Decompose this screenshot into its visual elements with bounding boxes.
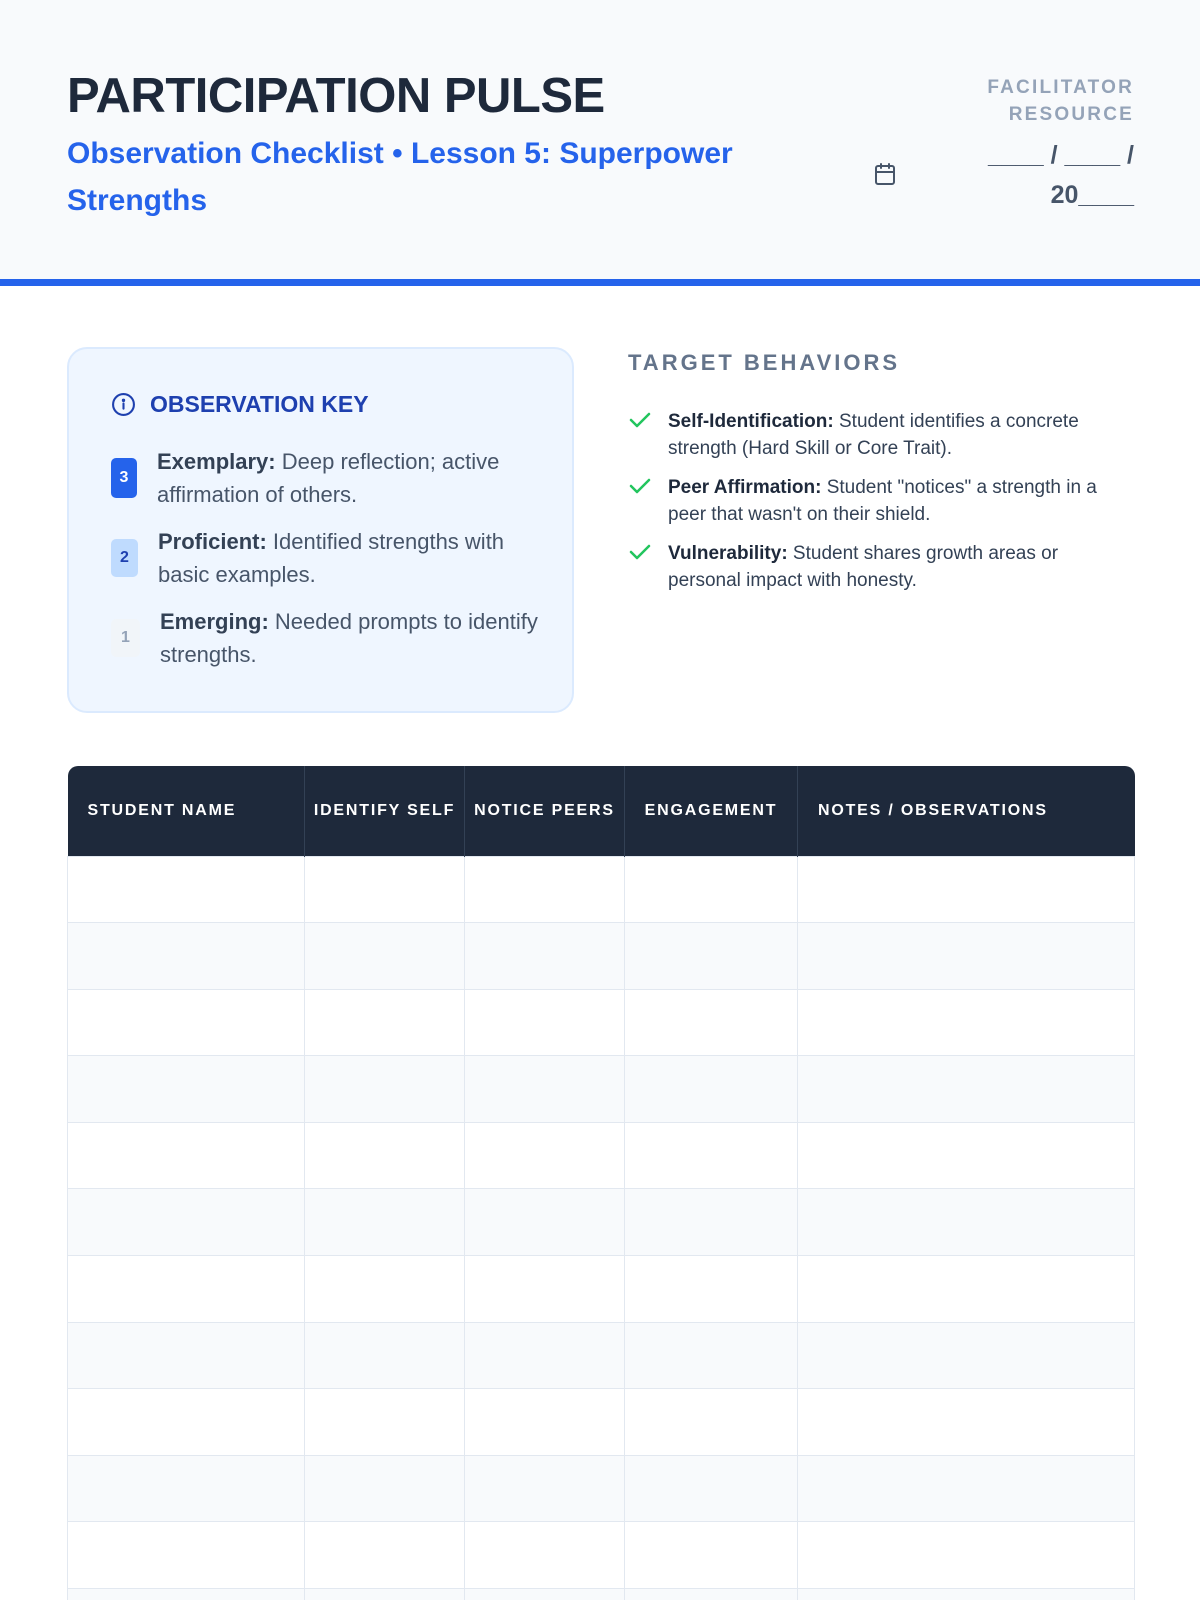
- student-name-cell[interactable]: [68, 1389, 305, 1456]
- key-item-label: Proficient:: [158, 529, 267, 554]
- engagement-cell[interactable]: [625, 1455, 798, 1522]
- observation-key-heading: [111, 391, 369, 418]
- notes-cell[interactable]: [798, 1522, 1135, 1589]
- notes-cell[interactable]: [798, 856, 1135, 923]
- engagement-cell[interactable]: [625, 1522, 798, 1589]
- student-name-cell[interactable]: [68, 989, 305, 1056]
- level-badge: 2: [111, 539, 138, 577]
- student-name-cell[interactable]: [68, 1589, 305, 1600]
- notes-cell[interactable]: [798, 1122, 1135, 1189]
- table-row: [68, 1522, 1135, 1589]
- notes-cell[interactable]: [798, 1322, 1135, 1389]
- student-name-cell[interactable]: [68, 923, 305, 990]
- notice-peers-cell[interactable]: [465, 989, 625, 1056]
- engagement-cell[interactable]: [625, 1389, 798, 1456]
- target-behaviors-title: TARGET BEHAVIORS: [628, 350, 901, 375]
- identify-self-cell[interactable]: [305, 1389, 465, 1456]
- date-line-2: 20____: [1050, 181, 1134, 209]
- table-row: [68, 1322, 1135, 1389]
- engagement-cell[interactable]: [625, 856, 798, 923]
- info-icon: [111, 392, 136, 417]
- table-row: [68, 989, 1135, 1056]
- target-behavior-description: Student identifies a concrete strength (Hard Skill or Core Trait).: [668, 411, 1079, 459]
- engagement-cell[interactable]: [625, 1189, 798, 1256]
- identify-self-cell[interactable]: [305, 856, 465, 923]
- target-behavior-text: [668, 408, 1128, 462]
- notice-peers-cell[interactable]: [465, 1522, 625, 1589]
- key-item-description: Needed prompts to identify strengths.: [160, 609, 538, 667]
- student-name-cell[interactable]: [68, 1122, 305, 1189]
- key-item-text: [160, 605, 551, 671]
- engagement-cell[interactable]: [625, 1122, 798, 1189]
- target-behavior-label: Peer Affirmation:: [668, 477, 822, 498]
- table-row: [68, 1389, 1135, 1456]
- identify-self-cell[interactable]: [305, 923, 465, 990]
- column-header-notice-peers: NOTICE PEERS: [465, 766, 625, 856]
- notes-cell[interactable]: [798, 1455, 1135, 1522]
- table-row: [68, 1122, 1135, 1189]
- page-subtitle: Observation Checklist • Lesson 5: Superpower Strengths: [67, 137, 733, 217]
- column-header-notes: NOTES / OBSERVATIONS: [798, 766, 1135, 856]
- student-name-cell[interactable]: [68, 856, 305, 923]
- key-item-label: Exemplary:: [157, 449, 276, 474]
- date-field[interactable]: [914, 135, 1134, 215]
- target-behavior-item: [628, 540, 1128, 594]
- key-item-description: Deep reflection; active affirmation of others.: [157, 449, 500, 507]
- notice-peers-cell[interactable]: [465, 1122, 625, 1189]
- target-behavior-label: Vulnerability:: [668, 543, 788, 564]
- check-icon: [628, 408, 652, 432]
- calendar-icon: [873, 162, 897, 186]
- identify-self-cell[interactable]: [305, 989, 465, 1056]
- identify-self-cell[interactable]: [305, 1189, 465, 1256]
- notice-peers-cell[interactable]: [465, 1455, 625, 1522]
- column-header-engagement: ENGAGEMENT: [625, 766, 798, 856]
- identify-self-cell[interactable]: [305, 1056, 465, 1123]
- student-name-cell[interactable]: [68, 1455, 305, 1522]
- notes-cell[interactable]: [798, 1589, 1135, 1600]
- key-item-text: [158, 525, 551, 591]
- engagement-cell[interactable]: [625, 1322, 798, 1389]
- key-item-description: Identified strengths with basic examples.: [158, 529, 505, 587]
- notes-cell[interactable]: [798, 989, 1135, 1056]
- target-behavior-description: Student "notices" a strength in a peer that wasn't on their shield.: [668, 477, 1097, 525]
- observation-key-title: OBSERVATION KEY: [150, 391, 369, 417]
- check-icon: [628, 540, 652, 564]
- student-name-cell[interactable]: [68, 1056, 305, 1123]
- table-row: [68, 1589, 1135, 1600]
- identify-self-cell[interactable]: [305, 1322, 465, 1389]
- target-behavior-text: [668, 540, 1128, 594]
- facilitator-label: FACILITATOR RESOURCE: [987, 77, 1134, 125]
- target-behavior-item: [628, 408, 1128, 462]
- notes-cell[interactable]: [798, 1189, 1135, 1256]
- table-row: [68, 1189, 1135, 1256]
- student-name-cell[interactable]: [68, 1256, 305, 1323]
- date-line-1: ____ / ____ /: [988, 141, 1134, 169]
- key-item-proficient: [111, 525, 551, 591]
- identify-self-cell[interactable]: [305, 1455, 465, 1522]
- notes-cell[interactable]: [798, 1389, 1135, 1456]
- column-header-identify-self: IDENTIFY SELF: [305, 766, 465, 856]
- notice-peers-cell[interactable]: [465, 1389, 625, 1456]
- notes-cell[interactable]: [798, 1256, 1135, 1323]
- notes-cell[interactable]: [798, 923, 1135, 990]
- observation-key-panel: [67, 347, 574, 713]
- page-header: [0, 0, 1200, 286]
- table-row: [68, 856, 1135, 923]
- check-icon: [628, 474, 652, 498]
- table-row: [68, 923, 1135, 990]
- table-body: [68, 856, 1135, 1600]
- student-name-cell[interactable]: [68, 1189, 305, 1256]
- key-item-emerging: [111, 605, 551, 671]
- key-item-label: Emerging:: [160, 609, 269, 634]
- notice-peers-cell[interactable]: [465, 923, 625, 990]
- table-header-row: [68, 766, 1135, 856]
- table-row: [68, 1455, 1135, 1522]
- notice-peers-cell[interactable]: [465, 1056, 625, 1123]
- identify-self-cell[interactable]: [305, 1256, 465, 1323]
- student-name-cell[interactable]: [68, 1322, 305, 1389]
- key-item-text: [157, 445, 551, 511]
- notice-peers-cell[interactable]: [465, 856, 625, 923]
- engagement-cell[interactable]: [625, 1589, 798, 1600]
- level-badge: 1: [111, 619, 140, 657]
- observation-table: [67, 766, 1134, 1600]
- notes-cell[interactable]: [798, 1056, 1135, 1123]
- engagement-cell[interactable]: [625, 923, 798, 990]
- notice-peers-cell[interactable]: [465, 1189, 625, 1256]
- target-behavior-text: [668, 474, 1128, 528]
- notice-peers-cell[interactable]: [465, 1322, 625, 1389]
- notice-peers-cell[interactable]: [465, 1256, 625, 1323]
- identify-self-cell[interactable]: [305, 1589, 465, 1600]
- student-name-cell[interactable]: [68, 1522, 305, 1589]
- notice-peers-cell[interactable]: [465, 1589, 625, 1600]
- identify-self-cell[interactable]: [305, 1522, 465, 1589]
- level-badge: 3: [111, 458, 137, 498]
- target-behavior-description: Student shares growth areas or personal impact with honesty.: [668, 543, 1059, 591]
- target-behavior-item: [628, 474, 1128, 528]
- table-row: [68, 1056, 1135, 1123]
- table-row: [68, 1256, 1135, 1323]
- engagement-cell[interactable]: [625, 1256, 798, 1323]
- key-item-exemplary: [111, 445, 551, 511]
- column-header-student-name: STUDENT NAME: [68, 766, 305, 856]
- engagement-cell[interactable]: [625, 989, 798, 1056]
- page-title: PARTICIPATION PULSE: [67, 69, 605, 123]
- identify-self-cell[interactable]: [305, 1122, 465, 1189]
- engagement-cell[interactable]: [625, 1056, 798, 1123]
- target-behavior-label: Self-Identification:: [668, 411, 834, 432]
